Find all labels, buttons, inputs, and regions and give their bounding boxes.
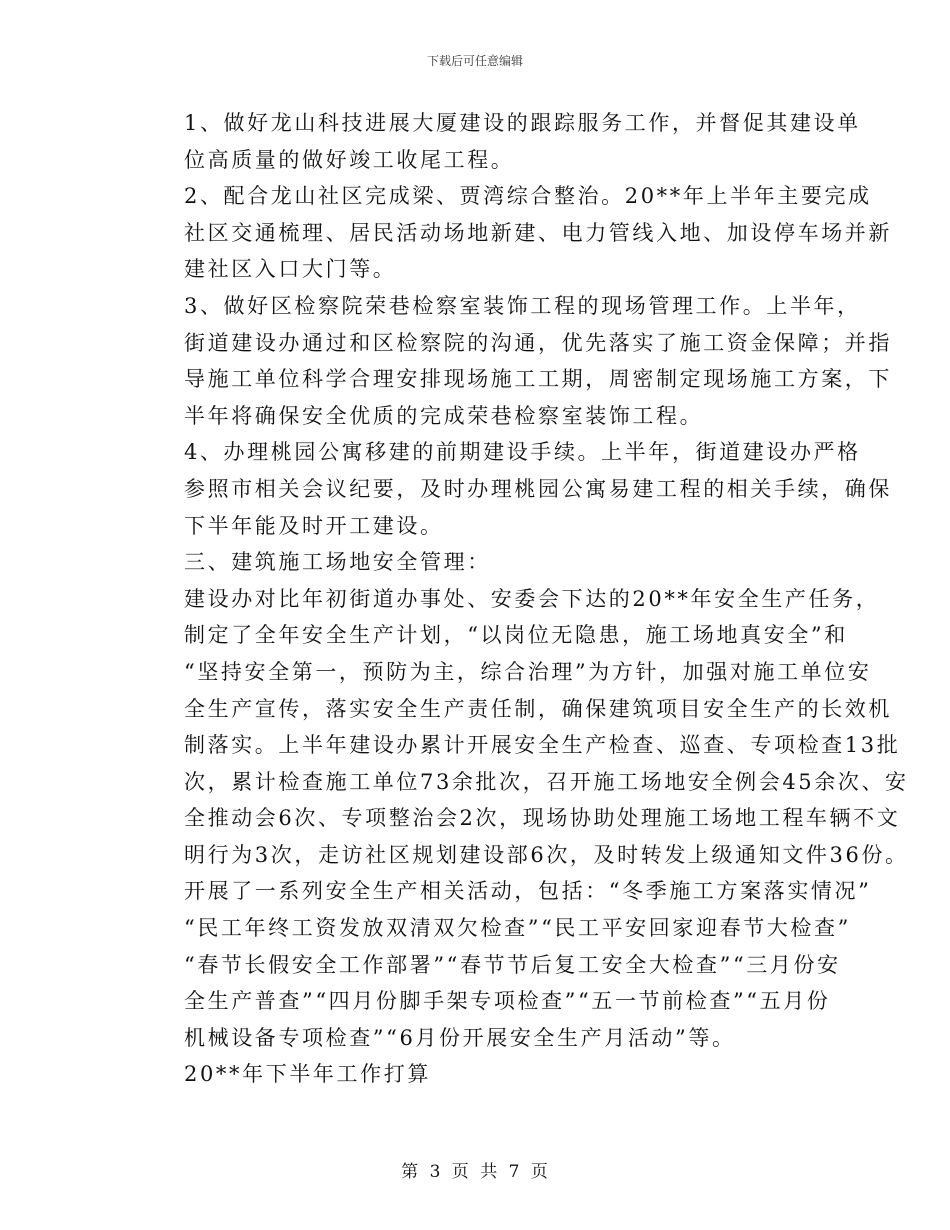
text-line: 街道建设办通过和区检察院的沟通，优先落实了施工资金保障；并指 xyxy=(184,330,892,355)
text-line: “民工年终工资发放双清双欠检查”“民工平安回家迎春节大检查” xyxy=(184,916,851,941)
text-line: 全推动会6次、专项整治会2次，现场协助处理施工场地工程车辆不文 xyxy=(184,806,901,831)
total-page-number: 7 xyxy=(508,1162,521,1182)
text-line: 三、建筑施工场地安全管理： xyxy=(184,550,491,575)
text-line: “坚持安全第一，预防为主，综合治理”为方针，加强对施工单位安 xyxy=(184,659,872,684)
text-line: 下半年能及时开工建设。 xyxy=(184,513,444,538)
text-line: 建社区入口大门等。 xyxy=(184,257,397,282)
total-label: 共 xyxy=(480,1162,499,1182)
page-header: 下载后可任意编辑 xyxy=(426,54,523,68)
text-line: 3、做好区检察院荣巷检察室装饰工程的现场管理工作。上半年， xyxy=(184,293,861,318)
safety-management-paragraph xyxy=(142,581,909,1057)
text-line: 位高质量的做好竣工收尾工程。 xyxy=(184,147,515,172)
paragraph-item-1 xyxy=(142,105,861,178)
page-label: 第 xyxy=(401,1162,420,1182)
text-line: 全生产普查”“四月份脚手架专项检查”“五一节前检查”“五月份 xyxy=(184,989,831,1014)
text-line: 全生产宣传，落实安全生产责任制，确保建筑项目安全生产的长效机 xyxy=(184,696,892,721)
text-line: 建设办对比年初街道办事处、安委会下达的20**年安全生产任务， xyxy=(184,586,880,611)
text-line: 开展了一系列安全生产相关活动，包括：“冬季施工方案落实情况” xyxy=(184,879,872,904)
text-line: 明行为3次，走访社区规划建设部6次，及时转发上级通知文件36份。 xyxy=(184,842,909,867)
text-line: 2、配合龙山社区完成梁、贾湾综合整治。20**年上半年主要完成 xyxy=(184,184,872,209)
document-body xyxy=(142,105,909,1093)
paragraph-item-2 xyxy=(142,178,892,288)
text-line: 制落实。上半年建设办累计开展安全生产检查、巡查、专项检查13批 xyxy=(184,733,901,758)
plan-heading xyxy=(142,1056,807,1093)
paragraph-item-3 xyxy=(142,288,892,434)
text-line: 社区交通梳理、居民活动场地新建、电力管线入地、加设停车场并新 xyxy=(184,220,892,245)
text-line: 4、办理桃园公寓移建的前期建设手续。上半年，街道建设办严格 xyxy=(184,440,861,465)
text-line: 参照市相关会议纪要，及时办理桃园公寓易建工程的相关手续，确保 xyxy=(184,476,892,501)
current-page-number: 3 xyxy=(429,1162,442,1182)
text-line: 20**年下半年工作打算 xyxy=(184,1062,431,1087)
text-line: 次，累计检查施工单位73余批次，召开施工场地安全例会45余次、安 xyxy=(184,769,909,794)
paragraph-item-4 xyxy=(142,434,892,544)
page-unit: 页 xyxy=(451,1162,470,1182)
text-line: 1、做好龙山科技进展大厦建设的跟踪服务工作，并督促其建设单 xyxy=(184,111,861,135)
text-line: “春节长假安全工作部署”“春节节后复工安全大检查”“三月份安 xyxy=(184,952,841,977)
page-footer xyxy=(0,1157,950,1182)
text-line: 机械设备专项检查”“6月份开展安全生产月活动”等。 xyxy=(184,1025,736,1050)
text-line: 半年将确保安全优质的完成荣巷检察室装饰工程。 xyxy=(184,403,704,428)
section-heading xyxy=(142,544,807,581)
text-line: 导施工单位科学合理安排现场施工工期，周密制定现场施工方案，下 xyxy=(184,367,892,392)
text-line: 制定了全年安全生产计划，“以岗位无隐患，施工场地真安全”和 xyxy=(184,623,848,648)
total-unit: 页 xyxy=(530,1162,549,1182)
